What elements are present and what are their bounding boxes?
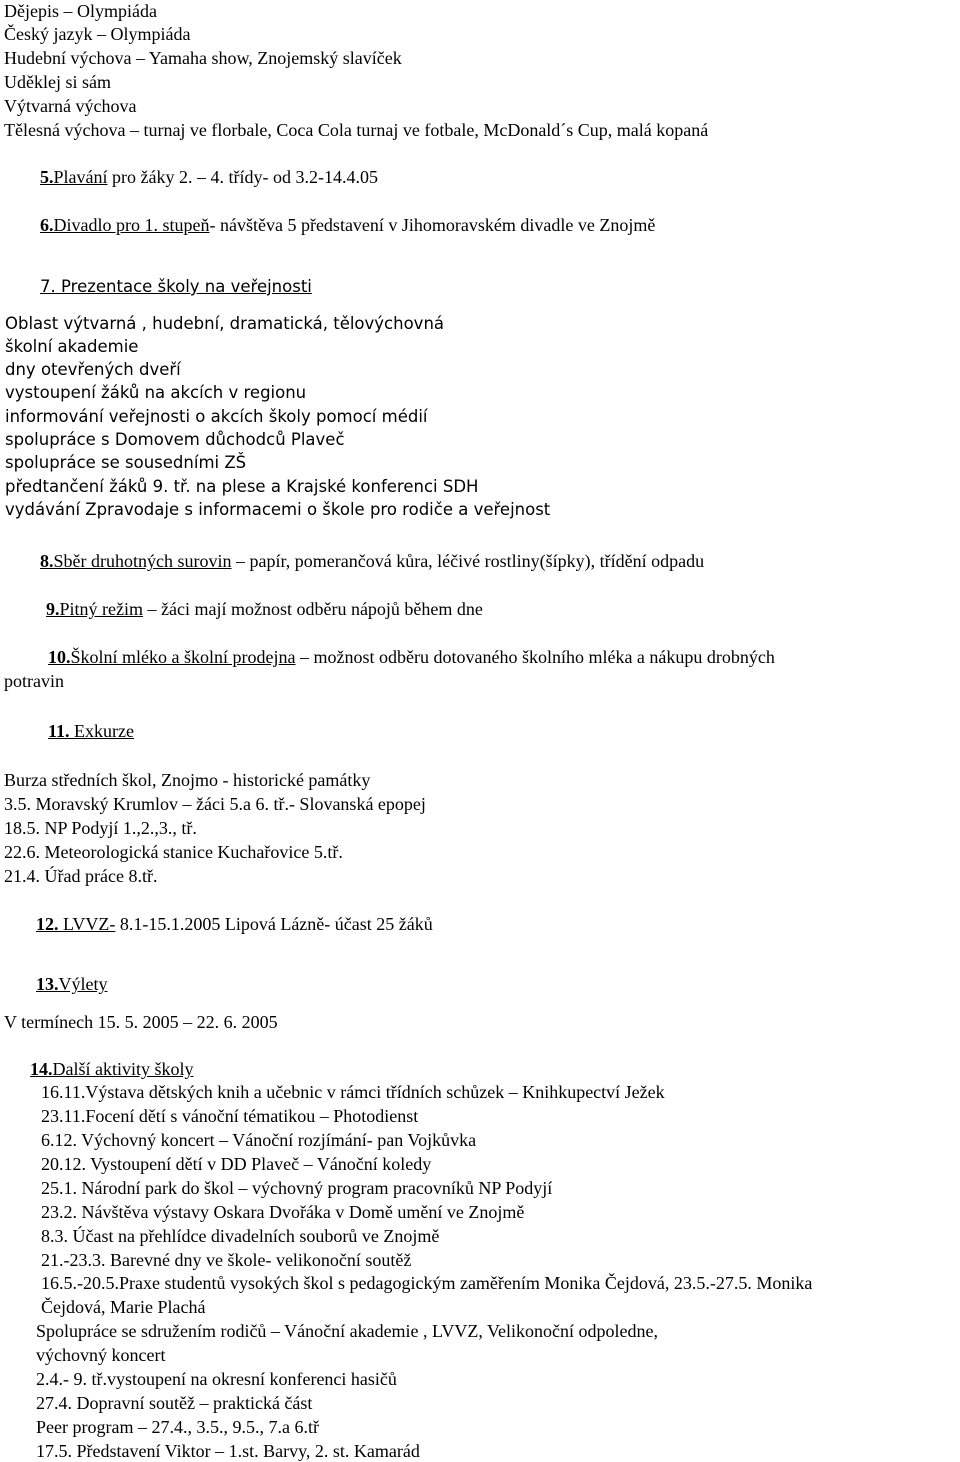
list-item: dny otevřených dveří (5, 360, 181, 379)
section-text: pro žáky 2. – 4. třídy- od 3.2-14.4.05 (107, 167, 378, 187)
intro-line: Dějepis – Olympiáda (4, 1, 157, 21)
list-item: spolupráce s Domovem důchodců Plaveč (5, 430, 345, 449)
list-item: 20.12. Vystoupení dětí v DD Plaveč – Vánoční koledy (41, 1154, 432, 1174)
section-title: Další aktivity školy (52, 1059, 194, 1079)
list-item: 22.6. Meteorologická stanice Kuchařovice 5.tř. (4, 842, 343, 862)
section-12 (36, 913, 433, 935)
section-text: – papír, pomerančová kůra, léčivé rostliny(šípky), třídění odpadu (231, 551, 705, 571)
section-14 (30, 1058, 194, 1080)
section-number: 5. (40, 167, 54, 187)
section-title: LVVZ- (58, 914, 116, 934)
section-13 (36, 973, 108, 995)
section-title: Pitný režim (59, 599, 143, 619)
list-item: 21.4. Úřad práce 8.tř. (4, 866, 158, 886)
intro-line: Český jazyk – Olympiáda (4, 24, 191, 44)
list-item: 21.-23.3. Barevné dny ve škole- velikonoční soutěž (41, 1250, 412, 1270)
list-item: informování veřejnosti o akcích školy pomocí médií (5, 407, 428, 426)
section-title: Exkurze (69, 721, 134, 741)
list-item: výchovný koncert (36, 1345, 166, 1365)
intro-line: Hudební výchova – Yamaha show, Znojemský slavíček (4, 48, 402, 68)
list-item: Burza středních škol, Znojmo - historické památky (4, 770, 371, 790)
section-10-continuation: potravin (4, 671, 64, 691)
section-number: 8. (40, 551, 54, 571)
list-item: 16.5.-20.5.Praxe studentů vysokých škol s pedagogickým zaměřením Monika Čejdová, 23.5.-27.5. Monika (41, 1273, 813, 1293)
list-item: 23.2. Návštěva výstavy Oskara Dvořáka v Domě umění ve Znojmě (41, 1202, 525, 1222)
section-number: 11. (48, 721, 70, 741)
section-11 (48, 720, 134, 742)
list-item: 16.11.Výstava dětských knih a učebnic v rámci třídních schůzek – Knihkupectví Ježek (41, 1082, 665, 1102)
section-text: – možnost odběru dotovaného školního mléka a nákupu drobných (295, 647, 775, 667)
intro-line: Uděklej si sám (4, 72, 111, 92)
list-item: Spolupráce se sdružením rodičů – Vánoční akademie , LVVZ, Velikonoční odpoledne, (36, 1321, 659, 1341)
section-text: 8.1-15.1.2005 Lipová Lázně- účast 25 žáků (115, 914, 433, 934)
section-title: Školní mléko a školní prodejna (70, 647, 296, 667)
list-item: 6.12. Výchovný koncert – Vánoční rozjímání- pan Vojkůvka (41, 1130, 477, 1150)
list-item: 18.5. NP Podyjí 1.,2.,3., tř. (4, 818, 197, 838)
list-item: 2.4.- 9. tř.vystoupení na okresní konferenci hasičů (36, 1369, 397, 1389)
list-item: školní akademie (5, 337, 139, 356)
section-title: Sběr druhotných surovin (53, 551, 232, 571)
list-item: předtančení žáků 9. tř. na plese a Krajské konferenci SDH (5, 477, 479, 496)
section-text: - návštěva 5 představení v Jihomoravském divadle ve Znojmě (209, 215, 656, 235)
section-number: 12. (36, 914, 59, 934)
intro-line: Výtvarná výchova (4, 96, 137, 116)
section-10 (48, 646, 775, 668)
list-item: spolupráce se sousedními ZŠ (5, 453, 247, 472)
section-title: Plavání (53, 167, 108, 187)
list-item: 23.11.Focení dětí s vánoční tématikou – Photodienst (41, 1106, 419, 1126)
section-13-text: V termínech 15. 5. 2005 – 22. 6. 2005 (4, 1012, 278, 1032)
list-item: 17.5. Představení Viktor – 1.st. Barvy, 2. st. Kamarád (36, 1441, 420, 1461)
list-item: vystoupení žáků na akcích v regionu (5, 383, 307, 402)
list-item: Peer program – 27.4., 3.5., 9.5., 7.a 6.tř (36, 1417, 319, 1437)
list-item: 27.4. Dopravní soutěž – praktická část (36, 1393, 313, 1413)
section-8 (40, 550, 704, 572)
section-6 (40, 214, 655, 236)
section-title: 7. Prezentace školy na veřejnosti (40, 277, 312, 296)
intro-line: Tělesná výchova – turnaj ve florbale, Coca Cola turnaj ve fotbale, McDonald´s Cup, malá kopaná (4, 120, 709, 140)
section-5 (40, 166, 378, 188)
list-item: Čejdová, Marie Plachá (41, 1297, 206, 1317)
list-item: vydávání Zpravodaje s informacemi o škole pro rodiče a veřejnost (5, 500, 551, 519)
section-number: 13. (36, 974, 59, 994)
section-9 (46, 598, 483, 620)
list-item: 8.3. Účast na přehlídce divadelních souborů ve Znojmě (41, 1226, 440, 1246)
section-7-title (40, 276, 312, 298)
section-text: – žáci mají možnost odběru nápojů během dne (143, 599, 483, 619)
list-item: Oblast výtvarná , hudební, dramatická, tělovýchovná (5, 314, 445, 333)
section-number: 10. (48, 647, 71, 667)
list-item: 25.1. Národní park do škol – výchovný program pracovníků NP Podyjí (41, 1178, 553, 1198)
section-number: 6. (40, 215, 54, 235)
section-title: Výlety (58, 974, 108, 994)
section-number: 14. (30, 1059, 53, 1079)
list-item: 3.5. Moravský Krumlov – žáci 5.a 6. tř.- Slovanská epopej (4, 794, 426, 814)
section-number: 9. (46, 599, 60, 619)
section-title: Divadlo pro 1. stupeň (53, 215, 210, 235)
